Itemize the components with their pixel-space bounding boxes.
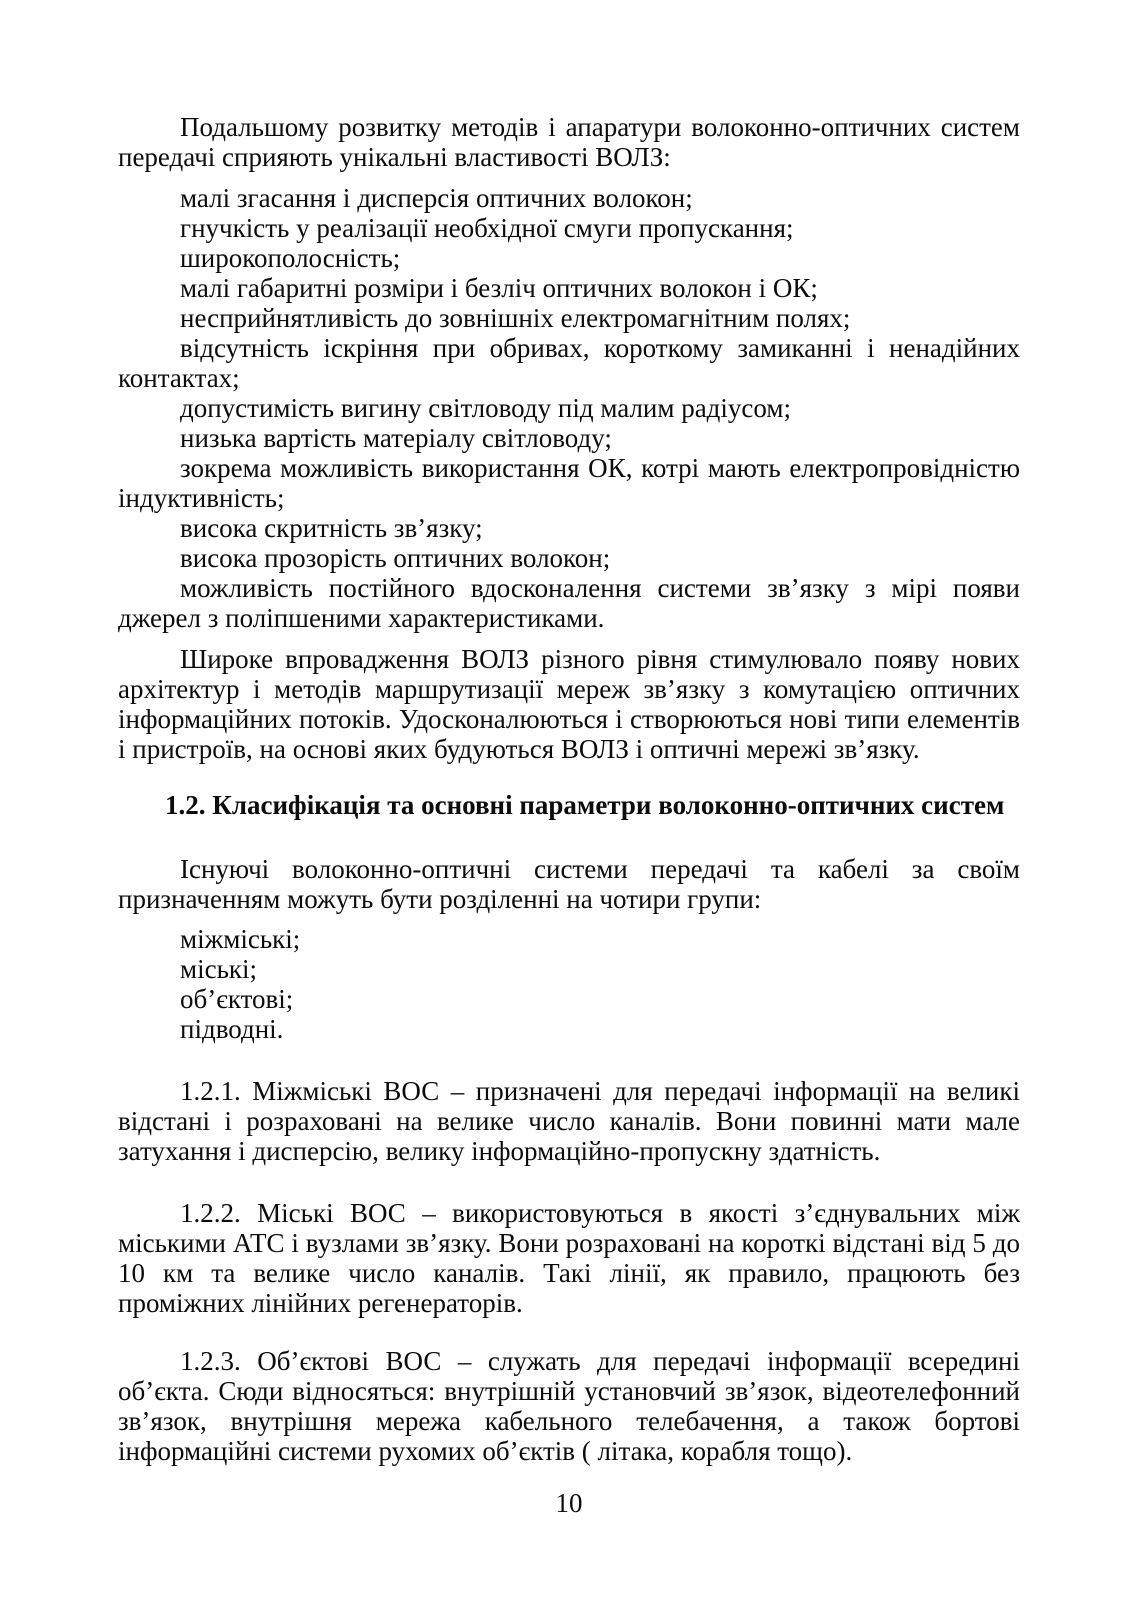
list-item: гнучкість у реалізації необхідної смуги пропускання;	[180, 213, 794, 243]
list-item: допустимість вигину світловоду під малим радіусом;	[180, 393, 791, 423]
list-item: міжміські;	[180, 924, 301, 954]
intro-paragraph: Подальшому розвитку методів і апаратури волоконно-оптичних систем передачі сприяють унікальні властивості ВОЛЗ:	[118, 112, 1020, 172]
implementation-paragraph: Широке впровадження ВОЛЗ різного рівня стимулювало появу нових архітектур і методів маршрутизації мереж зв’язку з комутацією оптичних інформаційних потоків. Удосконалюються і створюються нові типи елементів і пристроїв, на основі яких будуються ВОЛЗ і оптичні мережі зв’язку.	[118, 644, 1020, 764]
list-item: несприйнятливість до зовнішніх електромагнітним полях;	[180, 303, 851, 333]
classification-intro-paragraph: Існуючі волоконно-оптичні системи передачі та кабелі за своїм призначенням можуть бути розділенні на чотири групи:	[118, 854, 1020, 914]
list-item: широкополосність;	[180, 243, 401, 273]
list-item: малі згасання і дисперсія оптичних волокон;	[180, 183, 693, 213]
groups-list	[118, 924, 1020, 1044]
list-item: висока прозорість оптичних волокон;	[180, 543, 611, 573]
properties-list	[118, 183, 1020, 633]
list-item: відсутність іскріння при обривах, короткому замиканні і ненадійних контактах;	[118, 333, 1020, 393]
paragraph-1-2-2: 1.2.2. Міські ВОС – використовуються в якості з’єднувальних між міськими АТС і вузлами зв’язку. Вони розраховані на короткі відстані від 5 до 10 км та велике число каналів. Такі лінії, як правило, працюють без проміжних лінійних регенераторів.	[118, 1198, 1020, 1318]
paragraph-1-2-3: 1.2.3. Об’єктові ВОС – служать для передачі інформації всередині об’єкта. Сюди відносяться: внутрішній установчий зв’язок, відеотелефонний зв’язок, внутрішня мережа кабельного телебачення, а також бортові інформаційні системи рухомих об’єктів ( літака, корабля тощо).	[118, 1346, 1020, 1466]
text-block	[118, 112, 1020, 1518]
list-item: об’єктові;	[180, 984, 294, 1014]
list-item: зокрема можливість використання ОК, котрі мають електропровідністю індуктивність;	[118, 453, 1020, 513]
list-item: малі габаритні розміри і безліч оптичних волокон і ОК;	[180, 273, 818, 303]
list-item: висока скритність зв’язку;	[180, 513, 483, 543]
page-number: 10	[555, 1488, 583, 1518]
list-item: міські;	[180, 954, 258, 984]
list-item: низька вартість матеріалу світловоду;	[180, 423, 612, 453]
paragraph-1-2-1: 1.2.1. Міжміські ВОС – призначені для передачі інформації на великі відстані і розраховані на велике число каналів. Вони повинні мати мале затухання і дисперсію, велику інформаційно-пропускну здатність.	[118, 1076, 1020, 1166]
section-heading: 1.2. Класифікація та основні параметри волоконно-оптичних систем	[165, 790, 1005, 820]
list-item: можливість постійного вдосконалення системи зв’язку з мірі появи джерел з поліпшеними характеристиками.	[118, 573, 1020, 633]
list-item: підводні.	[180, 1014, 284, 1044]
